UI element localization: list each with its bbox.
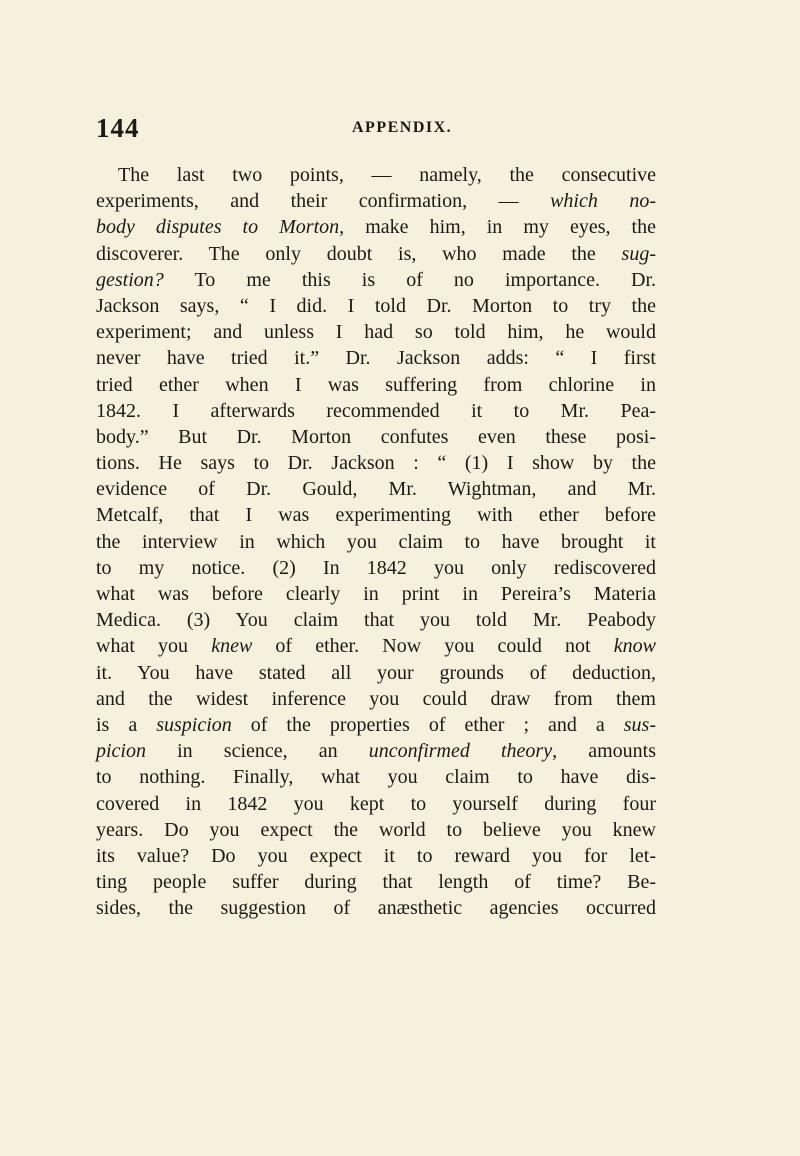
text-line: it. You have stated all your grounds of deduction, xyxy=(96,661,656,684)
text-line: experiments, and their confirmation, — which no- xyxy=(96,190,656,213)
text-line: sides, the suggestion of anæsthetic agencies occurred xyxy=(96,897,656,920)
text-line: 1842. I afterwards recommended it to Mr. Pea- xyxy=(96,399,656,422)
text-line: covered in 1842 you kept to yourself during four xyxy=(96,792,656,815)
text-line: what you knew of ether. Now you could not know xyxy=(96,635,656,658)
text-line: what was before clearly in print in Pereira’s Materia xyxy=(96,583,656,605)
text-line: tions. He says to Dr. Jackson : “ (1) I show by the xyxy=(96,452,656,475)
text-line: Medica. (3) You claim that you told Mr. Peabody xyxy=(96,609,656,632)
running-head xyxy=(0,113,800,143)
text-line: evidence of Dr. Gould, Mr. Wightman, and Mr. xyxy=(96,478,656,501)
text-line: the interview in which you claim to have brought it xyxy=(96,530,656,553)
text-line: is a suspicion of the properties of ether ; and a sus- xyxy=(96,713,656,736)
text-line: never have tried it.” Dr. Jackson adds: “ I first xyxy=(96,347,656,370)
text-line: body.” But Dr. Morton confutes even these posi- xyxy=(96,425,656,448)
text-line: body disputes to Morton, make him, in my eyes, the xyxy=(96,216,656,239)
text-line: experiment; and unless I had so told him, he would xyxy=(96,321,656,344)
text-line: Jackson says, “ I did. I told Dr. Morton to try the xyxy=(96,294,656,317)
text-line: to nothing. Finally, what you claim to have dis- xyxy=(96,766,656,789)
text-line: picion in science, an unconfirmed theory, amounts xyxy=(96,740,656,763)
text-line: Metcalf, that I was experimenting with ether before xyxy=(96,504,656,527)
text-line: to my notice. (2) In 1842 you only rediscovered xyxy=(96,556,656,579)
text-line: and the widest inference you could draw from them xyxy=(96,687,656,710)
text-line: ting people suffer during that length of time? Be- xyxy=(96,871,656,894)
text-line: its value? Do you expect it to reward you for let- xyxy=(96,844,656,867)
running-title: APPENDIX. xyxy=(352,119,453,136)
text-line: discoverer. The only doubt is, who made the sug- xyxy=(96,242,656,265)
text-line: years. Do you expect the world to believe you knew xyxy=(96,818,656,841)
text-line: tried ether when I was suffering from chlorine in xyxy=(96,373,656,396)
body-text xyxy=(96,162,656,921)
text-line: gestion? To me this is of no importance. Dr. xyxy=(96,268,656,291)
page-number: 144 xyxy=(96,113,140,143)
text-line: The last two points, — namely, the consecutive xyxy=(118,164,656,186)
